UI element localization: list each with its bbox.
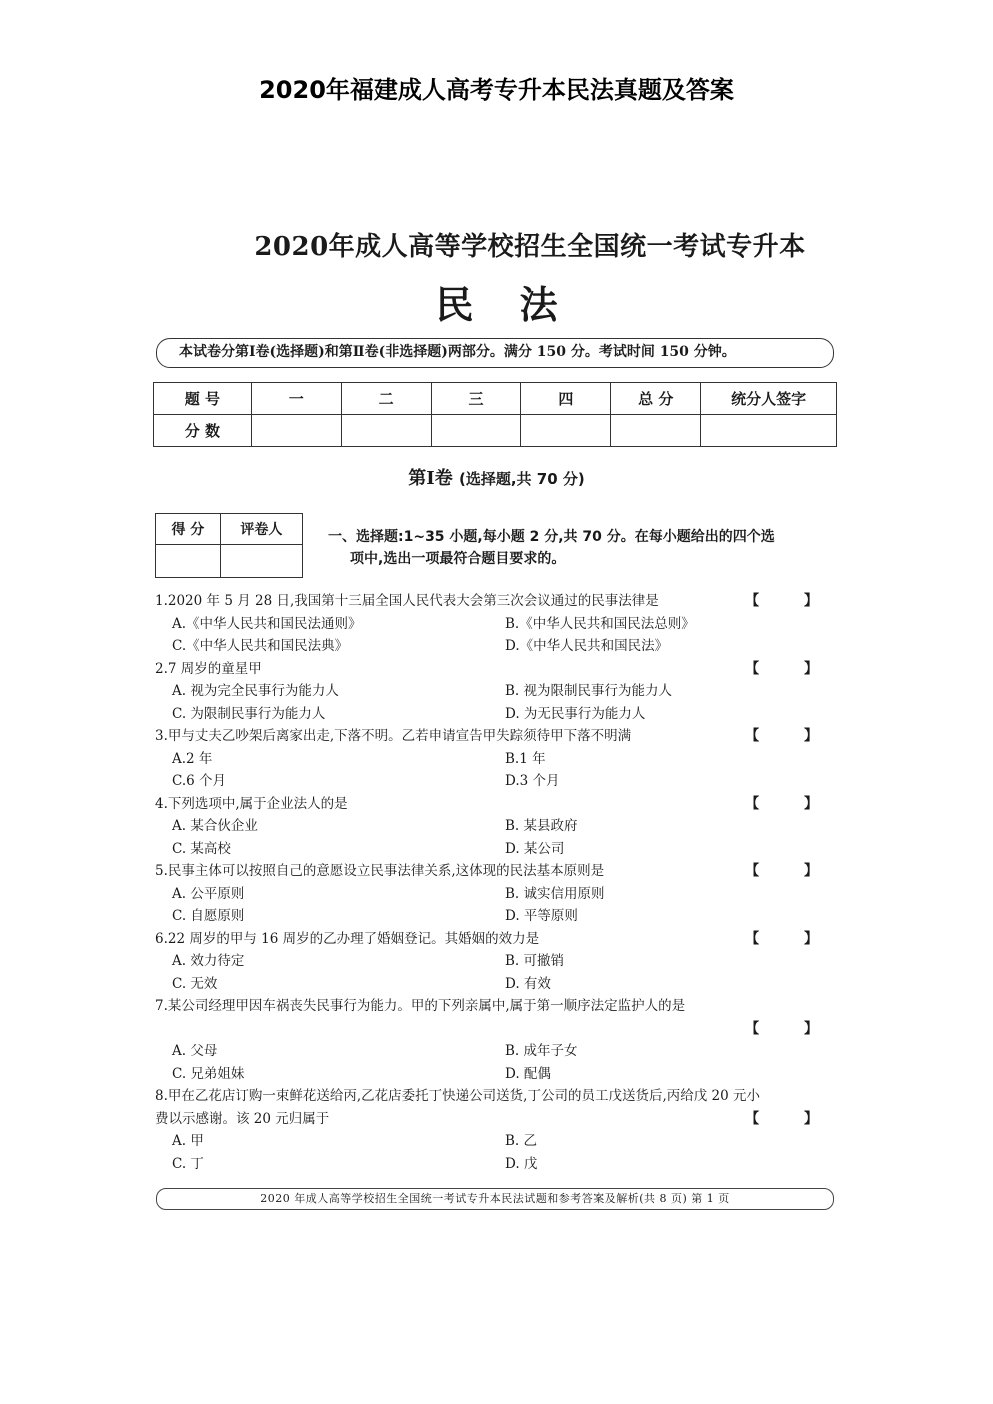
section-title: 第Ⅰ卷 (408, 468, 453, 489)
instruction-line: 一、选择题:1~35 小题,每小题 2 分,共 70 分。在每小题给出的四个选 (328, 529, 775, 545)
option-c: C. 为限制民事行为能力人 (172, 705, 326, 722)
grade-box-score-cell[interactable] (156, 545, 221, 578)
instruction-line: 项中,选出一项最符合题目要求的。 (350, 551, 566, 567)
question-stem: 3.甲与丈夫乙吵架后离家出走,下落不明。乙若申请宣告甲失踪须待甲下落不明满 (155, 728, 632, 744)
question-stem: 2.7 周岁的童星甲 (155, 660, 262, 677)
option-c: C. 自愿原则 (172, 908, 245, 924)
option-d: D. 某公司 (505, 840, 565, 857)
question-list (155, 590, 840, 1175)
question-1 (155, 590, 840, 658)
option-c: C. 丁 (172, 1155, 204, 1172)
option-d: D. 有效 (505, 975, 551, 992)
score-table-cell: 三 (431, 383, 521, 415)
option-b: B.1 年 (505, 750, 546, 767)
option-a: A.《中华人民共和国民法通则》 (172, 615, 362, 632)
answer-bracket[interactable]: 【 】 (745, 1110, 838, 1127)
option-c: C. 某高校 (172, 840, 231, 857)
option-a: A. 视为完全民事行为能力人 (172, 683, 339, 699)
score-table-cell: 分 数 (154, 415, 252, 447)
option-d: D. 戊 (505, 1155, 538, 1172)
option-b: B. 视为限制民事行为能力人 (505, 683, 673, 699)
page-footer: 2020 年成人高等学校招生全国统一考试专升本民法试题和参考答案及解析(共 8 页) 第 1 页 (156, 1188, 834, 1210)
score-table-cell: 总 分 (611, 383, 701, 415)
answer-bracket[interactable]: 【 】 (745, 660, 838, 677)
question-stem: 6.22 周岁的甲与 16 周岁的乙办理了婚姻登记。其婚姻的效力是 (155, 930, 540, 947)
score-table-cell: 四 (521, 383, 611, 415)
grade-box-grader-cell[interactable] (220, 545, 302, 578)
score-table-score-row (154, 415, 837, 447)
grade-box-grader-label: 评卷人 (220, 514, 302, 545)
section-instruction (328, 526, 838, 570)
option-b: B. 乙 (505, 1133, 538, 1149)
question-5 (155, 860, 840, 928)
question-6 (155, 928, 840, 996)
exam-title: 2020年成人高等学校招生全国统一考试专升本 (254, 232, 806, 262)
score-input-cell[interactable] (611, 415, 701, 447)
option-d: D.3 个月 (505, 773, 560, 789)
page-title: 2020年福建成人高考专升本民法真题及答案 (259, 76, 734, 104)
question-stem: 8.甲在乙花店订购一束鲜花送给丙,乙花店委托丁快递公司送货,丁公司的员工戊送货后,丙给戊 20 元小费以示感谢。该 20 元归属于 (155, 1088, 761, 1127)
score-table-cell: 统分人签字 (701, 383, 837, 415)
answer-bracket[interactable]: 【 】 (745, 593, 838, 609)
option-b: B. 成年子女 (505, 1043, 578, 1059)
option-d: D.《中华人民共和国民法》 (505, 638, 669, 654)
option-a: A. 甲 (172, 1133, 204, 1149)
option-b: B. 某县政府 (505, 818, 578, 834)
section-heading (0, 464, 993, 490)
exam-info-bar: 本试卷分第Ⅰ卷(选择题)和第Ⅱ卷(非选择题)两部分。满分 150 分。考试时间 150 分钟。 (156, 338, 834, 368)
option-a: A.2 年 (172, 750, 213, 767)
answer-bracket[interactable]: 【 】 (745, 1020, 838, 1037)
score-input-cell[interactable] (521, 415, 611, 447)
option-d: D. 为无民事行为能力人 (505, 705, 646, 722)
option-c: C. 兄弟姐妹 (172, 1065, 245, 1082)
question-stem: 5.民事主体可以按照自己的意愿设立民事法律关系,这体现的民法基本原则是 (155, 863, 605, 879)
option-c: C.6 个月 (172, 773, 227, 789)
option-b: B.《中华人民共和国民法总则》 (505, 615, 695, 632)
option-b: B. 诚实信用原则 (505, 885, 605, 902)
grade-box-score-label: 得 分 (156, 514, 221, 545)
score-input-cell[interactable] (431, 415, 521, 447)
answer-bracket[interactable]: 【 】 (745, 728, 838, 744)
question-3 (155, 725, 840, 793)
option-b: B. 可撤销 (505, 953, 565, 969)
grade-box (155, 513, 303, 578)
question-8 (155, 1085, 840, 1175)
answer-bracket[interactable]: 【 】 (745, 795, 838, 812)
score-table-header-row (154, 383, 837, 415)
question-stem: 1.2020 年 5 月 28 日,我国第十三届全国人民代表大会第三次会议通过的民事法律是 (155, 593, 659, 609)
question-stem: 7.某公司经理甲因车祸丧失民事行为能力。甲的下列亲属中,属于第一顺序法定监护人的是 (155, 998, 686, 1014)
option-c: C.《中华人民共和国民法典》 (172, 638, 349, 654)
score-table-cell: 一 (251, 383, 341, 415)
question-4 (155, 793, 840, 861)
answer-bracket[interactable]: 【 】 (745, 930, 838, 947)
option-c: C. 无效 (172, 975, 218, 992)
option-a: A. 效力待定 (172, 953, 245, 969)
option-a: A. 某合伙企业 (172, 818, 258, 834)
score-input-cell[interactable] (251, 415, 341, 447)
section-subtitle: (选择题,共 70 分) (458, 470, 585, 488)
score-input-cell[interactable] (701, 415, 837, 447)
score-table (153, 382, 837, 447)
option-a: A. 父母 (172, 1043, 218, 1059)
score-table-cell: 题 号 (154, 383, 252, 415)
question-7 (155, 995, 840, 1085)
answer-bracket[interactable]: 【 】 (745, 863, 838, 879)
option-d: D. 配偶 (505, 1065, 551, 1082)
option-d: D. 平等原则 (505, 908, 578, 924)
score-table-cell: 二 (341, 383, 431, 415)
subject-title: 民法 (435, 282, 604, 327)
question-2 (155, 658, 840, 726)
score-input-cell[interactable] (341, 415, 431, 447)
option-a: A. 公平原则 (172, 885, 245, 902)
question-stem: 4.下列选项中,属于企业法人的是 (155, 795, 348, 812)
